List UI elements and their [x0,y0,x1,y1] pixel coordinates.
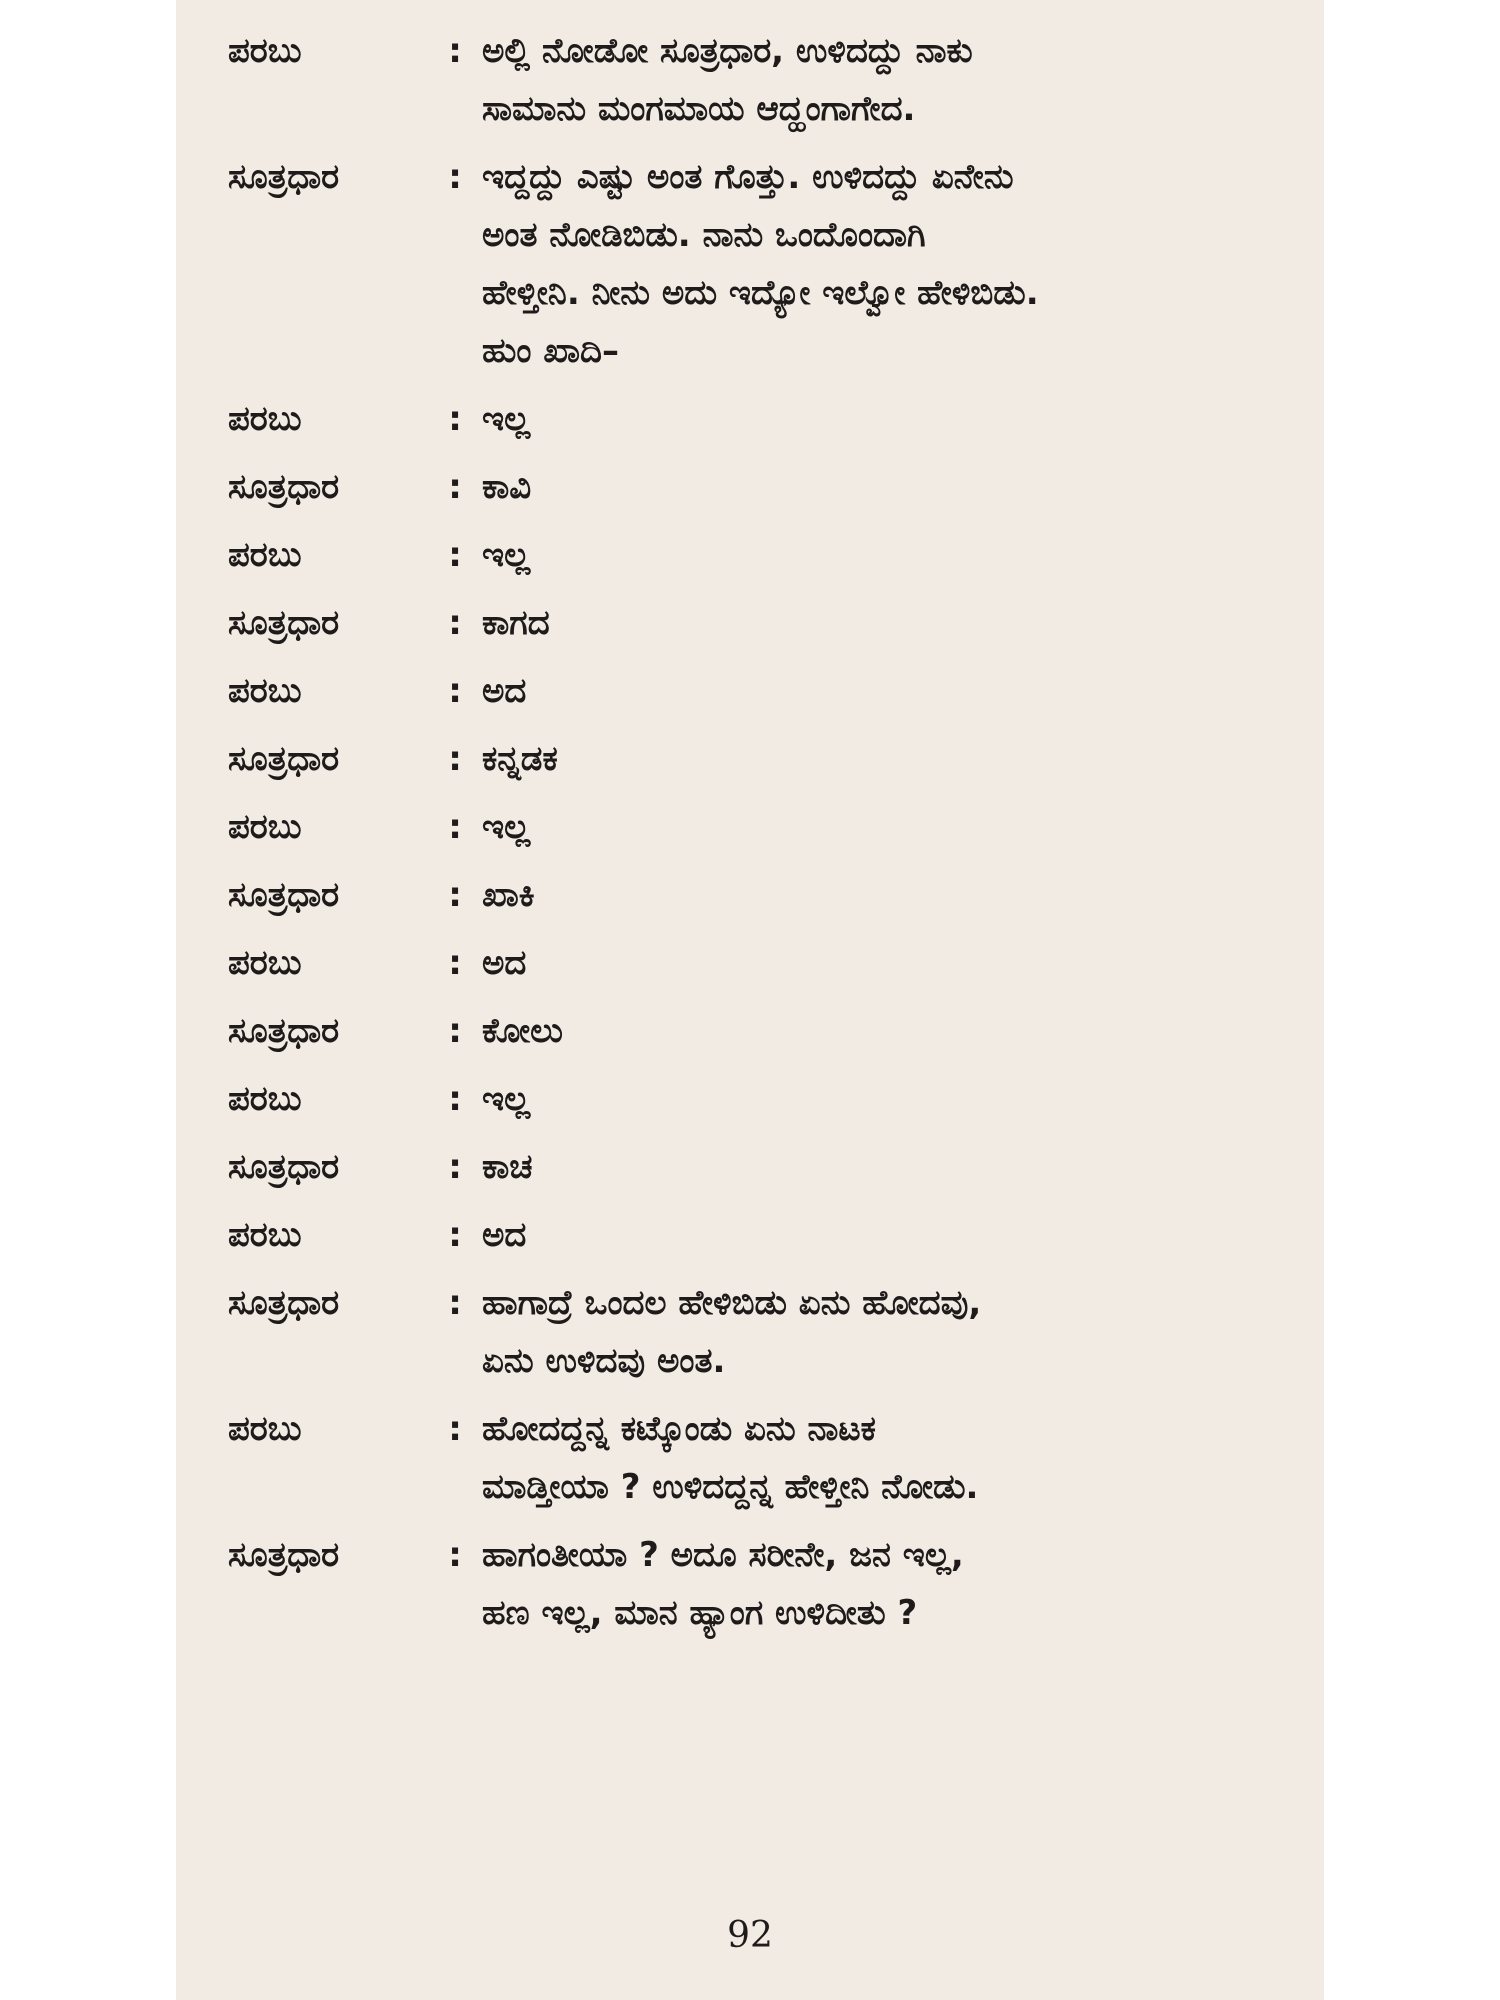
speech-text [482,1138,1308,1196]
speech-text [482,730,1308,788]
dialogue-line [228,1274,1308,1390]
dialogue-line [228,594,1308,652]
dialogue-line [228,390,1308,448]
speech-line: ಸಾಮಾನು ಮಂಗಮಾಯ ಆದ್ಹಂಗಾಗೇದ. [482,89,916,129]
speaker-name: ಪರಬು [228,31,302,71]
speech-line: ಹಾಗಾದ್ರೆ ಒಂದಲ ಹೇಳಿಬಿಡು ಏನು ಹೋದವು, [482,1283,982,1323]
page-number: 92 [727,1915,773,1956]
speech-line: ಖಾಕಿ [482,875,535,915]
dialogue-line [228,526,1308,584]
speaker-colon: : [448,807,462,847]
speech-line: ಅಲ್ಲಿ ನೋಡೋ ಸೂತ್ರಧಾರ, ಉಳಿದದ್ದು ನಾಕು [482,31,973,71]
speaker-colon: : [448,671,462,711]
speaker-name: ಸೂತ್ರಧಾರ [228,1011,340,1051]
speaker-colon: : [448,943,462,983]
speech-line: ಕೋಲು [482,1011,563,1051]
dialogue-line [228,798,1308,856]
speech-line: ಇಲ್ಲ [482,399,531,439]
speech-line: ಇದ್ದದ್ದು ಎಷ್ಟು ಅಂತ ಗೊತ್ತು. ಉಳಿದದ್ದು ಏನೇನು [482,157,1014,197]
speech-text [482,798,1308,856]
dialogue-line [228,148,1308,380]
speaker-colon: : [448,603,462,643]
speech-line: ಹಣ ಇಲ್ಲ, ಮಾನ ಹ್ಯಾಂಗ ಉಳಿದೀತು ? [482,1593,918,1633]
speaker-name: ಸೂತ್ರಧಾರ [228,1535,340,1575]
speech-text [482,662,1308,720]
book-page [176,0,1324,2000]
speech-text [482,1526,1308,1642]
speech-text [482,526,1308,584]
speech-line: ಕಾಚ [482,1147,533,1187]
speaker-name: ಸೂತ್ರಧಾರ [228,467,340,507]
speech-line: ಕನ್ನಡಕ [482,739,558,779]
speech-line: ಅದ [482,943,527,983]
speaker-colon: : [448,157,462,197]
speaker-name: ಸೂತ್ರಧಾರ [228,1283,340,1323]
dialogue-line [228,1138,1308,1196]
speaker-name: ಸೂತ್ರಧಾರ [228,157,340,197]
speech-line: ಅಂತ ನೋಡಿಬಿಡು. ನಾನು ಒಂದೊಂದಾಗಿ [482,215,926,255]
speaker-colon: : [448,467,462,507]
speaker-name: ಪರಬು [228,1215,302,1255]
speaker-colon: : [448,1409,462,1449]
speaker-colon: : [448,875,462,915]
speaker-colon: : [448,1215,462,1255]
speech-text [482,1274,1308,1390]
speech-text [482,1206,1308,1264]
speech-text [482,390,1308,448]
speaker-name: ಪರಬು [228,807,302,847]
speech-text [482,1070,1308,1128]
speech-line: ಅದ [482,1215,527,1255]
dialogue-line [228,1206,1308,1264]
dialogue-line [228,1400,1308,1516]
speaker-colon: : [448,1079,462,1119]
speech-text [482,458,1308,516]
speech-text [482,22,1308,138]
speaker-name: ಪರಬು [228,943,302,983]
speaker-colon: : [448,1147,462,1187]
dialogue-line [228,22,1308,138]
speech-line: ಹೋದದ್ದನ್ನ ಕಟ್ಕೊಂಡು ಏನು ನಾಟಕ [482,1409,876,1449]
speech-line: ಹೇಳ್ತೀನಿ. ನೀನು ಅದು ಇದ್ಯೋ ಇಲ್ವೋ ಹೇಳಿಬಿಡು. [482,273,1039,313]
speaker-colon: : [448,399,462,439]
speech-line: ಇಲ್ಲ [482,1079,531,1119]
speaker-colon: : [448,31,462,71]
speech-text [482,148,1308,380]
dialogue-line [228,458,1308,516]
speech-text [482,594,1308,652]
speaker-name: ಪರಬು [228,1409,302,1449]
speech-line: ಕಾವಿ [482,467,532,507]
speaker-name: ಪರಬು [228,1079,302,1119]
speaker-colon: : [448,739,462,779]
speaker-colon: : [448,1283,462,1323]
speech-line: ಏನು ಉಳಿದವು ಅಂತ. [482,1341,726,1381]
speech-line: ಮಾಡ್ತೀಯಾ ? ಉಳಿದದ್ದನ್ನ ಹೇಳ್ತೀನಿ ನೋಡು. [482,1467,979,1507]
speech-text [482,1002,1308,1060]
speaker-name: ಪರಬು [228,671,302,711]
speech-line: ಇಲ್ಲ [482,535,531,575]
dialogue-line [228,662,1308,720]
speech-text [482,1400,1308,1516]
speech-text [482,866,1308,924]
speech-text [482,934,1308,992]
speaker-name: ಸೂತ್ರಧಾರ [228,739,340,779]
dialogue-line [228,934,1308,992]
speaker-name: ಸೂತ್ರಧಾರ [228,1147,340,1187]
speaker-name: ಪರಬು [228,399,302,439]
speaker-colon: : [448,535,462,575]
dialogue-line [228,1070,1308,1128]
dialogue-block [228,22,1308,1652]
dialogue-line [228,730,1308,788]
speech-line: ಹಾಗಂತೀಯಾ ? ಅದೂ ಸರೀನೇ, ಜನ ಇಲ್ಲ, [482,1535,964,1575]
dialogue-line [228,1526,1308,1642]
speaker-colon: : [448,1535,462,1575]
speech-line: ಇಲ್ಲ [482,807,531,847]
speech-line: ಹುಂ ಖಾದಿ– [482,331,619,371]
speaker-name: ಸೂತ್ರಧಾರ [228,603,340,643]
speech-line: ಅದ [482,671,527,711]
speaker-name: ಪರಬು [228,535,302,575]
speech-line: ಕಾಗದ [482,603,550,643]
speaker-name: ಸೂತ್ರಧಾರ [228,875,340,915]
dialogue-line [228,1002,1308,1060]
speaker-colon: : [448,1011,462,1051]
dialogue-line [228,866,1308,924]
